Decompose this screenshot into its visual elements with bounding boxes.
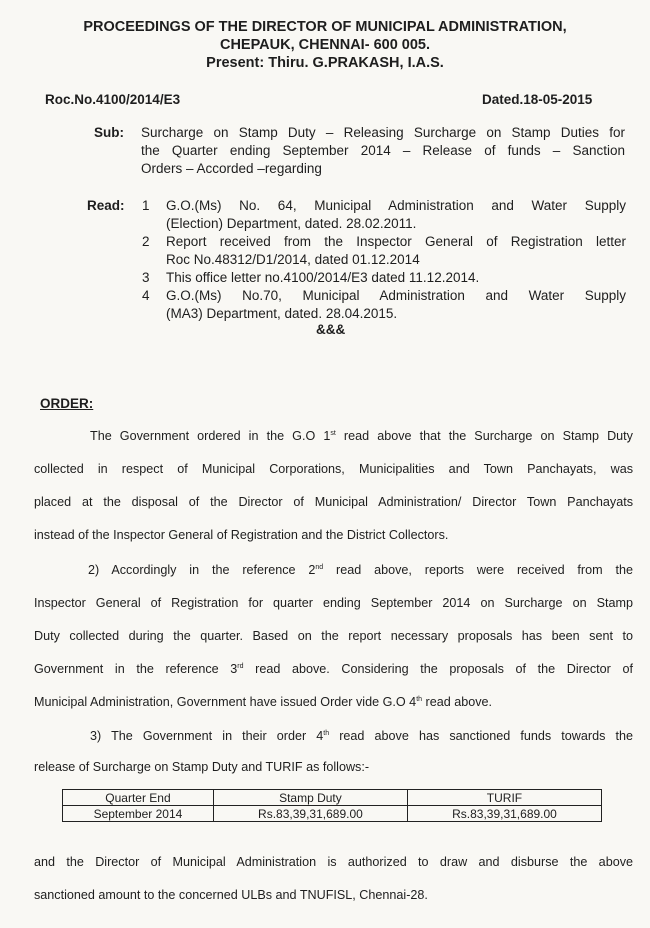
order-paragraph-line: Government in the reference 3rd read above. Considering the proposals of the Director of — [34, 662, 633, 676]
subject-line: Surcharge on Stamp Duty – Releasing Surcharge on Stamp Duties for — [141, 125, 625, 140]
order-heading: ORDER: — [40, 396, 94, 411]
read-item-line: G.O.(Ms) No.70, Municipal Administration and Water Supply — [166, 288, 626, 303]
order-paragraph-line: and the Director of Municipal Administration is authorized to draw and disburse the above — [34, 855, 633, 869]
funds-table — [62, 789, 602, 822]
subject-line: the Quarter ending September 2014 – Release of funds – Sanction — [141, 143, 625, 158]
order-paragraph-line: sanctioned amount to the concerned ULBs and TNUFISL, Chennai-28. — [34, 888, 428, 902]
header-present-line: Present: Thiru. G.PRAKASH, I.A.S. — [206, 55, 444, 71]
order-paragraph-line: collected in respect of Municipal Corporations, Municipalities and Town Panchayats, was — [34, 462, 633, 476]
table-header-row — [63, 790, 602, 806]
table-header-cell: Quarter End — [63, 790, 214, 806]
read-item-line: Roc No.48312/D1/2014, dated 01.12.2014 — [166, 252, 420, 267]
subject-label: Sub: — [94, 125, 124, 140]
order-paragraph-line: 2) Accordingly in the reference 2nd read above, reports were received from the — [88, 563, 633, 577]
order-paragraph-line: Municipal Administration, Government have issued Order vide G.O 4th read above. — [34, 695, 493, 709]
read-label: Read: — [87, 198, 125, 213]
read-item-line: This office letter no.4100/2014/E3 dated 11.12.2014. — [166, 270, 480, 285]
table-header-cell: Stamp Duty — [213, 790, 407, 806]
header-title-line2: CHEPAUK, CHENNAI- 600 005. — [219, 37, 431, 53]
read-item-line: (MA3) Department, dated. 28.04.2015. — [166, 306, 398, 321]
read-item-line: (Election) Department, dated. 28.02.2011. — [166, 216, 417, 231]
separator-mark: &&& — [316, 322, 346, 337]
reference-number: Roc.No.4100/2014/E3 — [45, 92, 181, 107]
read-item-line: Report received from the Inspector General of Registration letter — [166, 234, 626, 249]
order-paragraph-line: instead of the Inspector General of Registration and the District Collectors. — [34, 528, 449, 542]
table-cell: Rs.83,39,31,689.00 — [407, 806, 601, 822]
order-paragraph-line: release of Surcharge on Stamp Duty and TURIF as follows:- — [34, 760, 370, 774]
order-paragraph-line: Duty collected during the quarter. Based on the report necessary proposals has been sent to — [34, 629, 633, 643]
reference-date: Dated.18-05-2015 — [482, 92, 593, 107]
order-paragraph-line: Inspector General of Registration for quarter ending September 2014 on Surcharge on Stamp — [34, 596, 633, 610]
subject-line: Orders – Accorded –regarding — [141, 161, 322, 176]
table-cell: September 2014 — [63, 806, 214, 822]
table-cell: Rs.83,39,31,689.00 — [213, 806, 407, 822]
read-item-number: 1 — [142, 198, 150, 213]
table-row — [63, 806, 602, 822]
header-title-line1: PROCEEDINGS OF THE DIRECTOR OF MUNICIPAL ADMINISTRATION, — [83, 19, 567, 35]
order-paragraph-line: The Government ordered in the G.O 1st read above that the Surcharge on Stamp Duty — [90, 429, 633, 443]
order-paragraph-line: placed at the disposal of the Director of Municipal Administration/ Director Town Panchayats — [34, 495, 633, 509]
read-item-number: 2 — [142, 234, 150, 249]
table-header-cell: TURIF — [407, 790, 601, 806]
read-item-number: 3 — [142, 270, 150, 285]
read-item-number: 4 — [142, 288, 150, 303]
order-paragraph-line: 3) The Government in their order 4th read above has sanctioned funds towards the — [90, 729, 633, 743]
read-item-line: G.O.(Ms) No. 64, Municipal Administration and Water Supply — [166, 198, 626, 213]
